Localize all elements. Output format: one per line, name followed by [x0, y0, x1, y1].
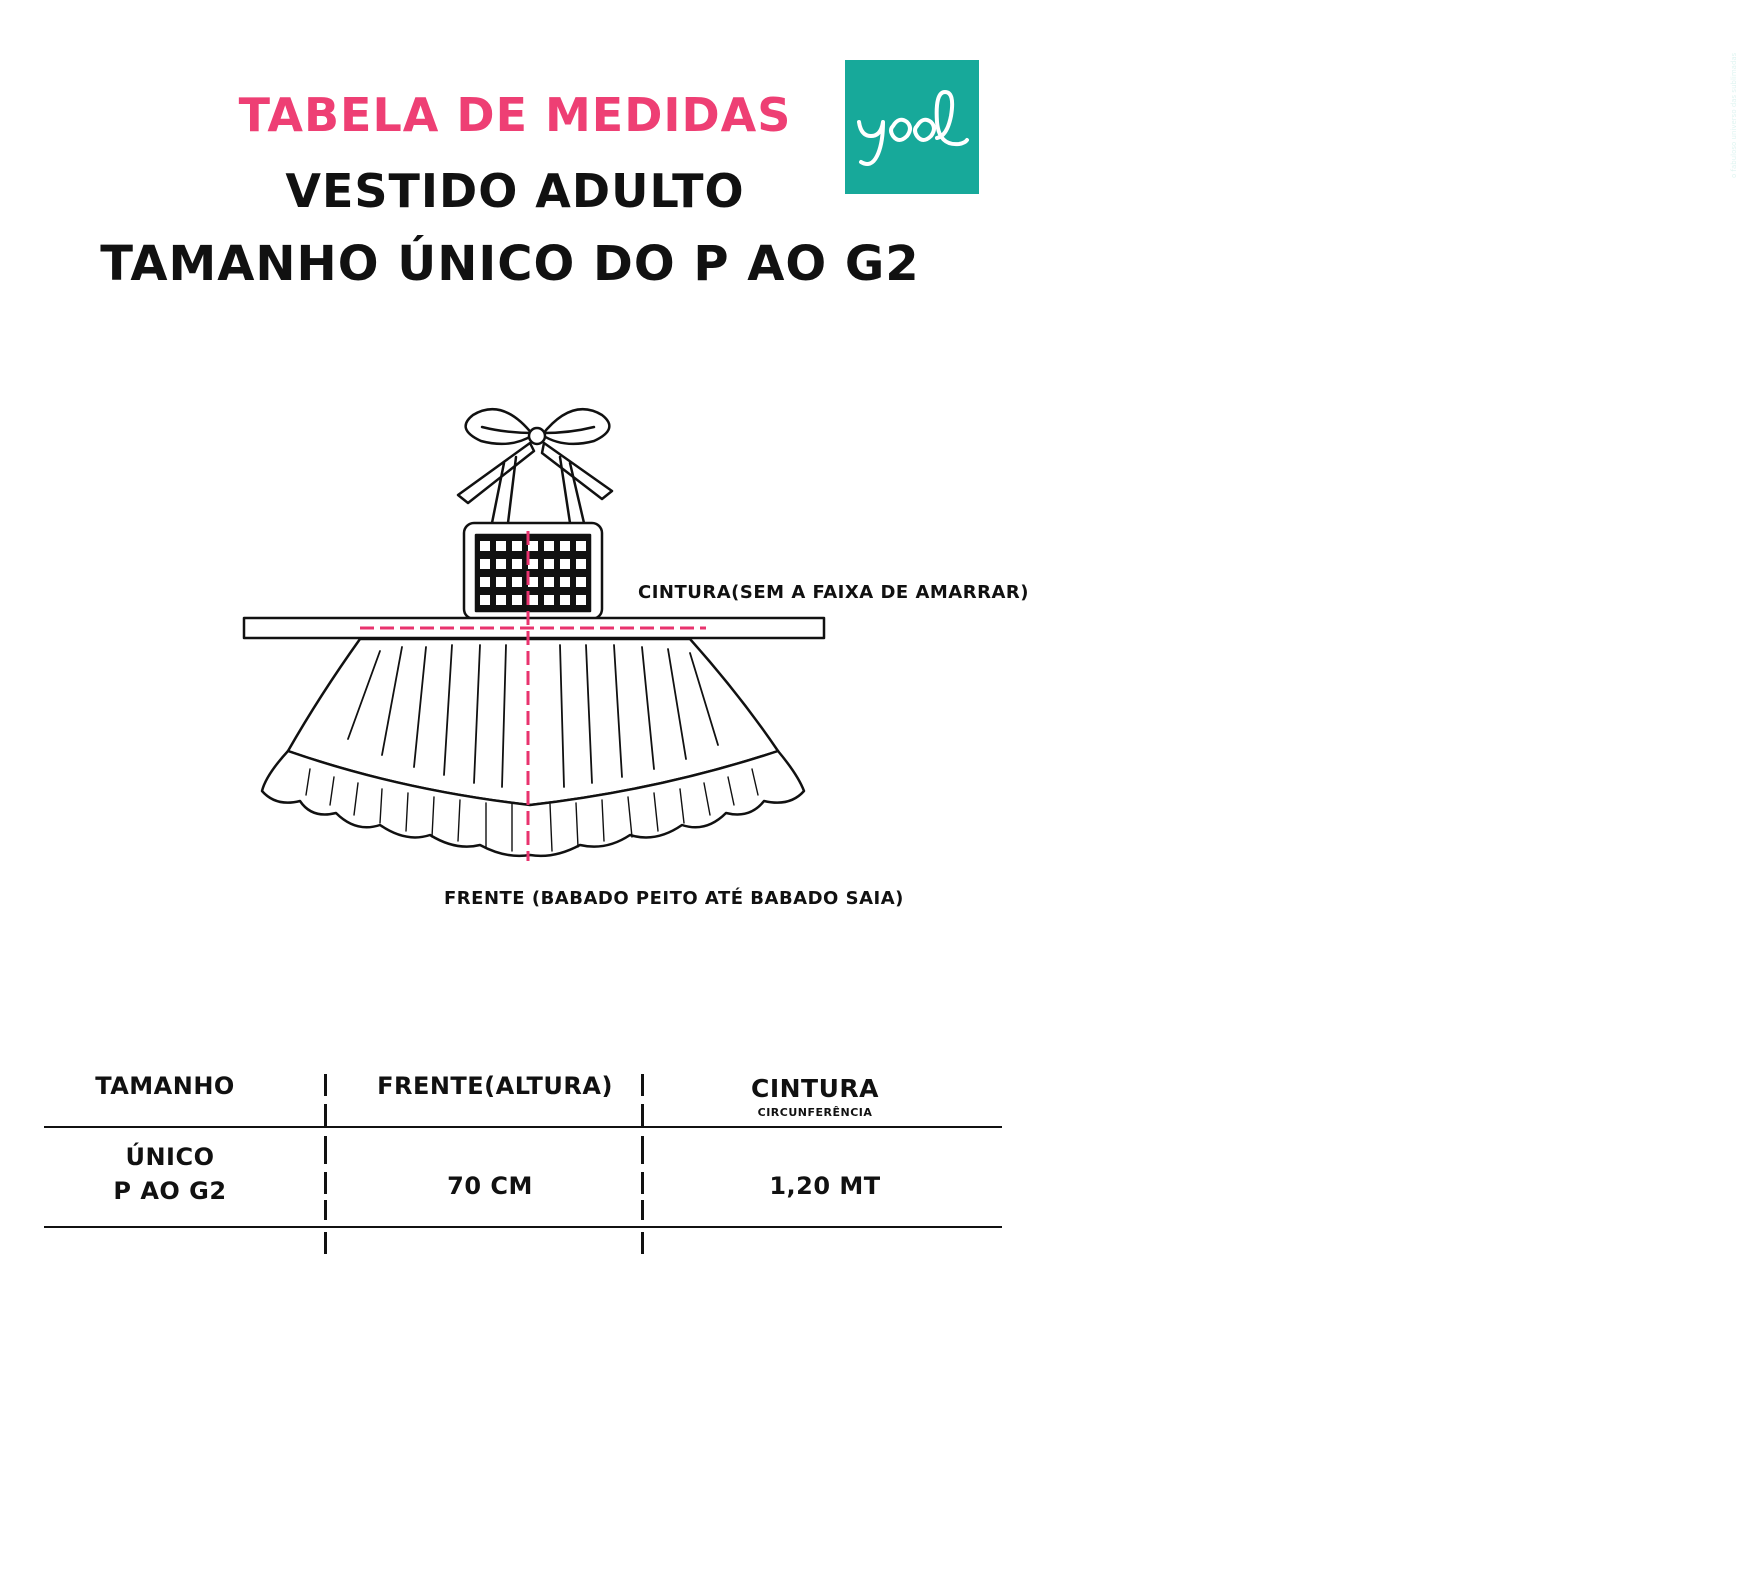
column-divider	[641, 1172, 644, 1194]
cell-size-line1: ÚNICO	[125, 1143, 215, 1171]
header-size: TAMANHO	[95, 1072, 235, 1100]
header-waist: CINTURA	[750, 1074, 880, 1103]
size-subtitle: TAMANHO ÚNICO DO P AO G2	[100, 236, 920, 292]
header-waist-sub: CIRCUNFERÊNCIA	[757, 1106, 873, 1119]
logo-tagline: o fabuloso universo das sublimadas	[1730, 52, 1738, 178]
cell-front: 70 CM	[447, 1172, 533, 1200]
column-divider	[324, 1136, 327, 1164]
table-divider-top	[44, 1126, 1002, 1128]
column-divider	[324, 1104, 327, 1126]
column-divider	[641, 1104, 644, 1126]
dress-diagram	[230, 395, 840, 875]
waist-annotation: CINTURA(SEM A FAIXA DE AMARRAR)	[638, 582, 1029, 603]
column-divider	[641, 1200, 644, 1220]
table-divider-bottom	[44, 1226, 1002, 1228]
product-title: VESTIDO ADULTO	[285, 164, 745, 218]
column-divider	[324, 1172, 327, 1194]
column-divider	[641, 1232, 644, 1254]
column-divider	[324, 1200, 327, 1220]
page-title: TABELA DE MEDIDAS	[238, 88, 792, 142]
header-front: FRENTE(ALTURA)	[377, 1072, 613, 1100]
column-divider	[324, 1232, 327, 1254]
cell-waist: 1,20 MT	[769, 1172, 881, 1200]
column-divider	[324, 1074, 327, 1096]
front-annotation: FRENTE (BABADO PEITO ATÉ BABADO SAIA)	[444, 888, 904, 909]
column-divider	[641, 1074, 644, 1096]
brand-logo	[845, 52, 1738, 194]
yool-logo-mark	[845, 60, 979, 194]
cell-size	[60, 1140, 280, 1208]
bow-icon	[458, 409, 612, 523]
column-divider	[641, 1136, 644, 1164]
cell-size-line2: P AO G2	[113, 1177, 227, 1205]
